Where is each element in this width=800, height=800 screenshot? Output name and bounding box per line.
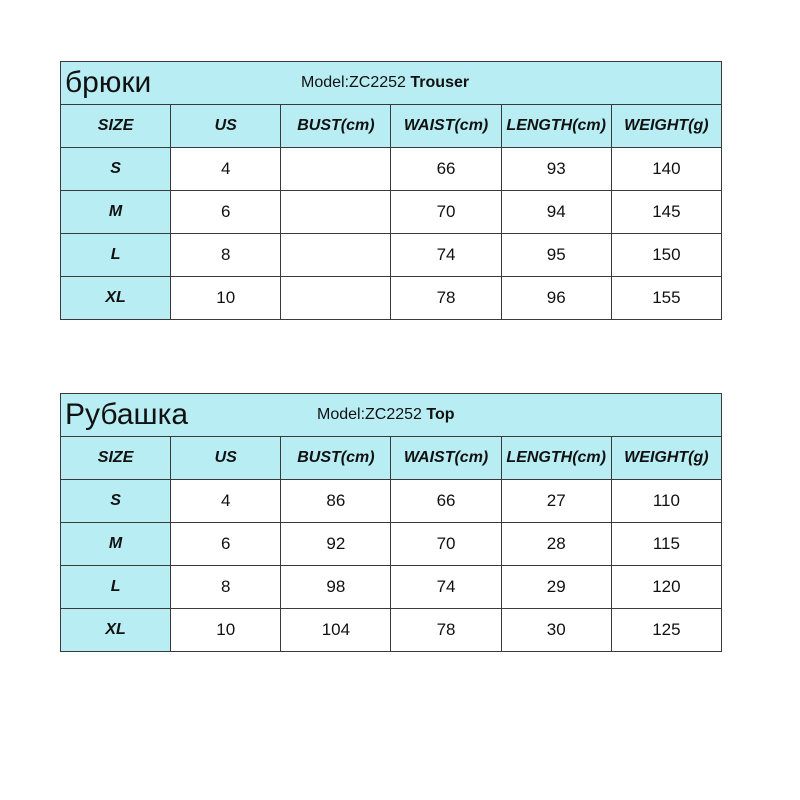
model-type: Top: [426, 406, 455, 423]
waist-cell: 74: [391, 566, 501, 609]
top-size-table: [60, 393, 722, 652]
us-cell: 8: [171, 566, 281, 609]
table-row: [61, 191, 722, 234]
us-cell: 10: [171, 609, 281, 652]
size-cell: S: [61, 148, 171, 191]
bust-cell: [281, 148, 391, 191]
size-cell: M: [61, 523, 171, 566]
weight-cell: 110: [611, 480, 721, 523]
header-waist: WAIST(cm): [391, 437, 501, 480]
waist-cell: 78: [391, 609, 501, 652]
header-weight: WEIGHT(g): [611, 105, 721, 148]
us-cell: 10: [171, 277, 281, 320]
us-cell: 4: [171, 480, 281, 523]
table-row: [61, 609, 722, 652]
weight-cell: 145: [611, 191, 721, 234]
table-title-cell: [61, 62, 722, 105]
table-row: [61, 523, 722, 566]
size-cell: S: [61, 480, 171, 523]
waist-cell: 78: [391, 277, 501, 320]
length-cell: 95: [501, 234, 611, 277]
model-number: Model:ZC2252: [317, 406, 422, 423]
header-size: SIZE: [61, 437, 171, 480]
model-type: Trouser: [410, 74, 470, 91]
size-cell: L: [61, 566, 171, 609]
weight-cell: 120: [611, 566, 721, 609]
length-cell: 96: [501, 277, 611, 320]
bust-cell: 98: [281, 566, 391, 609]
waist-cell: 74: [391, 234, 501, 277]
table-title-row: [61, 62, 722, 105]
trouser-size-table: [60, 61, 722, 320]
table-title-russian: брюки: [65, 66, 152, 99]
header-us: US: [171, 105, 281, 148]
us-cell: 8: [171, 234, 281, 277]
header-us: US: [171, 437, 281, 480]
bust-cell: 104: [281, 609, 391, 652]
us-cell: 4: [171, 148, 281, 191]
us-cell: 6: [171, 191, 281, 234]
waist-cell: 66: [391, 148, 501, 191]
bust-cell: [281, 191, 391, 234]
us-cell: 6: [171, 523, 281, 566]
model-label: [317, 404, 455, 426]
waist-cell: 70: [391, 523, 501, 566]
bust-cell: 86: [281, 480, 391, 523]
table-row: [61, 148, 722, 191]
weight-cell: 155: [611, 277, 721, 320]
header-bust: BUST(cm): [281, 105, 391, 148]
table-header-row: [61, 437, 722, 480]
length-cell: 27: [501, 480, 611, 523]
table-row: [61, 277, 722, 320]
model-number: Model:ZC2252: [301, 74, 406, 91]
length-cell: 93: [501, 148, 611, 191]
length-cell: 30: [501, 609, 611, 652]
bust-cell: [281, 277, 391, 320]
bust-cell: [281, 234, 391, 277]
length-cell: 28: [501, 523, 611, 566]
length-cell: 29: [501, 566, 611, 609]
size-cell: XL: [61, 277, 171, 320]
table-row: [61, 480, 722, 523]
weight-cell: 115: [611, 523, 721, 566]
table-row: [61, 566, 722, 609]
table-title-row: [61, 394, 722, 437]
header-weight: WEIGHT(g): [611, 437, 721, 480]
waist-cell: 70: [391, 191, 501, 234]
header-waist: WAIST(cm): [391, 105, 501, 148]
bust-cell: 92: [281, 523, 391, 566]
weight-cell: 125: [611, 609, 721, 652]
size-cell: XL: [61, 609, 171, 652]
table-row: [61, 234, 722, 277]
size-cell: M: [61, 191, 171, 234]
header-bust: BUST(cm): [281, 437, 391, 480]
length-cell: 94: [501, 191, 611, 234]
model-label: [301, 72, 469, 94]
header-size: SIZE: [61, 105, 171, 148]
weight-cell: 140: [611, 148, 721, 191]
waist-cell: 66: [391, 480, 501, 523]
table-title-cell: [61, 394, 722, 437]
header-length: LENGTH(cm): [501, 437, 611, 480]
size-cell: L: [61, 234, 171, 277]
table-header-row: [61, 105, 722, 148]
header-length: LENGTH(cm): [501, 105, 611, 148]
table-title-russian: Рубашка: [65, 398, 189, 431]
weight-cell: 150: [611, 234, 721, 277]
